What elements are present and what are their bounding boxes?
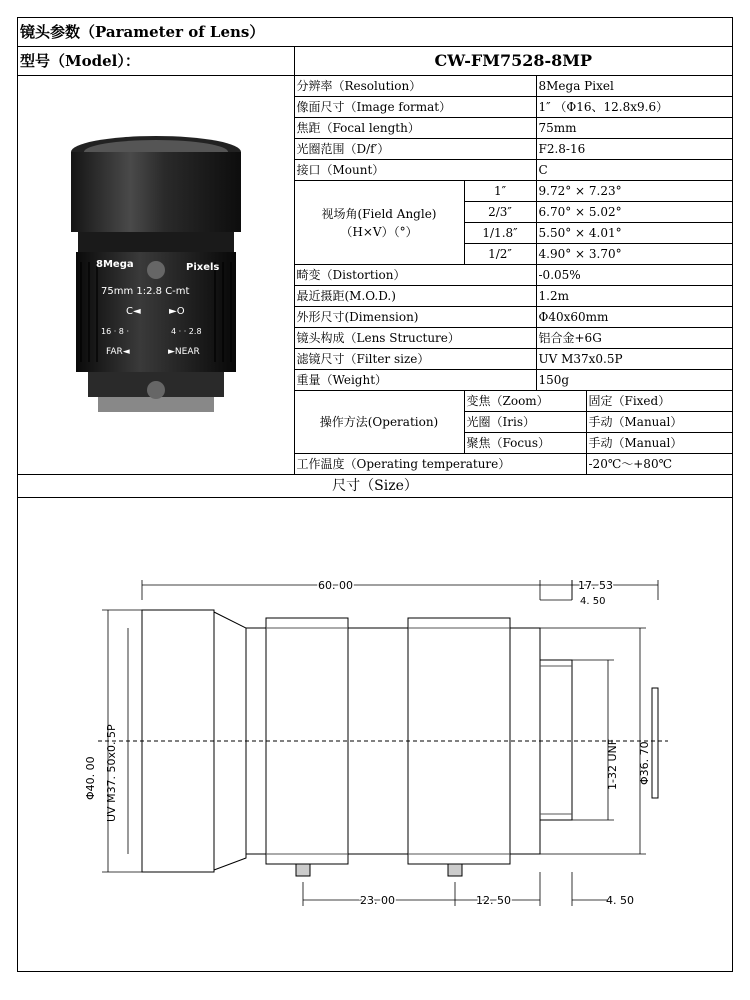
spec-label: 接口（Mount） xyxy=(294,160,536,181)
spec-value: 1″ （Φ16、12.8x9.6） xyxy=(536,97,732,118)
photo-text: Pixels xyxy=(185,262,220,273)
spec-label: 外形尺寸(Dimension) xyxy=(294,307,536,328)
dim-length-flange: 4. 50 xyxy=(580,596,606,607)
photo-text: 4 · · 2.8 xyxy=(170,327,202,336)
spec-label: 畸变（Distortion） xyxy=(294,265,536,286)
focus-ring xyxy=(266,618,348,864)
spec-label: 分辨率（Resolution） xyxy=(294,76,536,97)
lens-photo xyxy=(56,122,256,422)
model-value: CW-FM7528-8MP xyxy=(294,47,732,76)
field-angle-value: 9.72° × 7.23° xyxy=(536,181,732,202)
field-angle-format: 1/2″ xyxy=(464,244,536,265)
operation-value: 固定（Fixed） xyxy=(586,391,732,412)
rear-glass xyxy=(652,688,658,798)
spec-value: 8Mega Pixel xyxy=(536,76,732,97)
field-angle-label-en: 视场角(Field Angle) xyxy=(321,206,437,221)
operation-value: 手动（Manual） xyxy=(586,412,732,433)
photo-text: ►O xyxy=(168,306,185,317)
dim-rear-diameter: Φ36. 70 xyxy=(638,741,651,785)
field-angle-label xyxy=(294,181,464,265)
spec-value: Φ40x60mm xyxy=(536,307,732,328)
photo-text: 8Mega xyxy=(95,259,134,270)
spec-value: C xyxy=(536,160,732,181)
spec-value: 150g xyxy=(536,370,732,391)
field-angle-format: 1/1.8″ xyxy=(464,223,536,244)
operation-item: 聚焦（Focus） xyxy=(464,433,586,454)
dim-rear-length: 12. 50 xyxy=(476,894,511,907)
lens-photo-cell xyxy=(18,76,294,475)
field-angle-format: 2/3″ xyxy=(464,202,536,223)
lock-screw-icon xyxy=(147,381,165,399)
field-angle-value: 6.70° × 5.02° xyxy=(536,202,732,223)
spec-label: 镜头构成（Lens Structure） xyxy=(294,328,536,349)
lock-screw-icon xyxy=(296,864,310,876)
spec-value: F2.8-16 xyxy=(536,139,732,160)
dim-length-mount: 17. 53 xyxy=(578,579,613,592)
dimension-drawing xyxy=(18,500,732,972)
photo-text: FAR◄ xyxy=(105,347,130,357)
dim-filter-thread: UV M37. 50x0. 5P xyxy=(105,724,118,822)
spec-label: 焦距（Focal length） xyxy=(294,118,536,139)
spec-label: 工作温度（Operating temperature） xyxy=(294,454,586,475)
lock-screw-icon xyxy=(448,864,462,876)
operation-item: 光圈（Iris） xyxy=(464,412,586,433)
sheet-title: 镜头参数（Parameter of Lens） xyxy=(18,18,732,47)
spec-table xyxy=(18,18,732,498)
spec-label: 滤镜尺寸（Filter size） xyxy=(294,349,536,370)
spec-value: 铝合金+6G xyxy=(536,328,732,349)
operation-label: 操作方法(Operation) xyxy=(294,391,464,454)
lock-screw-icon xyxy=(147,261,165,279)
operation-value: 手动（Manual） xyxy=(586,433,732,454)
field-angle-value: 5.50° × 4.01° xyxy=(536,223,732,244)
dim-rear-flange: 4. 50 xyxy=(606,894,634,907)
photo-text: 75mm 1:2.8 C-mt xyxy=(100,286,190,297)
spec-sheet xyxy=(17,17,733,972)
photo-text: C◄ xyxy=(125,306,141,317)
spec-label: 像面尺寸（Image format） xyxy=(294,97,536,118)
field-angle-value: 4.90° × 3.70° xyxy=(536,244,732,265)
spec-label: 最近摄距(M.O.D.) xyxy=(294,286,536,307)
dim-body-diameter: Φ40. 00 xyxy=(84,756,97,800)
c-mount-thread xyxy=(540,660,572,820)
spec-label: 重量（Weight） xyxy=(294,370,536,391)
photo-text: ►NEAR xyxy=(167,347,200,357)
operation-item: 变焦（Zoom） xyxy=(464,391,586,412)
spec-value: 75mm xyxy=(536,118,732,139)
spec-value: 1.2m xyxy=(536,286,732,307)
dim-screw-spacing: 23. 00 xyxy=(360,894,395,907)
spec-value: UV M37x0.5P xyxy=(536,349,732,370)
photo-text: 16 · 8 · xyxy=(100,327,129,336)
model-label: 型号（Model）： xyxy=(18,47,294,76)
spec-value: -0.05% xyxy=(536,265,732,286)
dim-mount-thread: 1-32 UNF xyxy=(606,738,619,790)
spec-label: 光圈范围（D/f′） xyxy=(294,139,536,160)
field-angle-label-unit: （H×V）（°） xyxy=(340,224,418,239)
dim-length-total: 60. 00 xyxy=(318,579,353,592)
field-angle-format: 1″ xyxy=(464,181,536,202)
spec-value: -20℃～+80℃ xyxy=(586,454,732,475)
size-title: 尺寸（Size） xyxy=(18,475,732,498)
